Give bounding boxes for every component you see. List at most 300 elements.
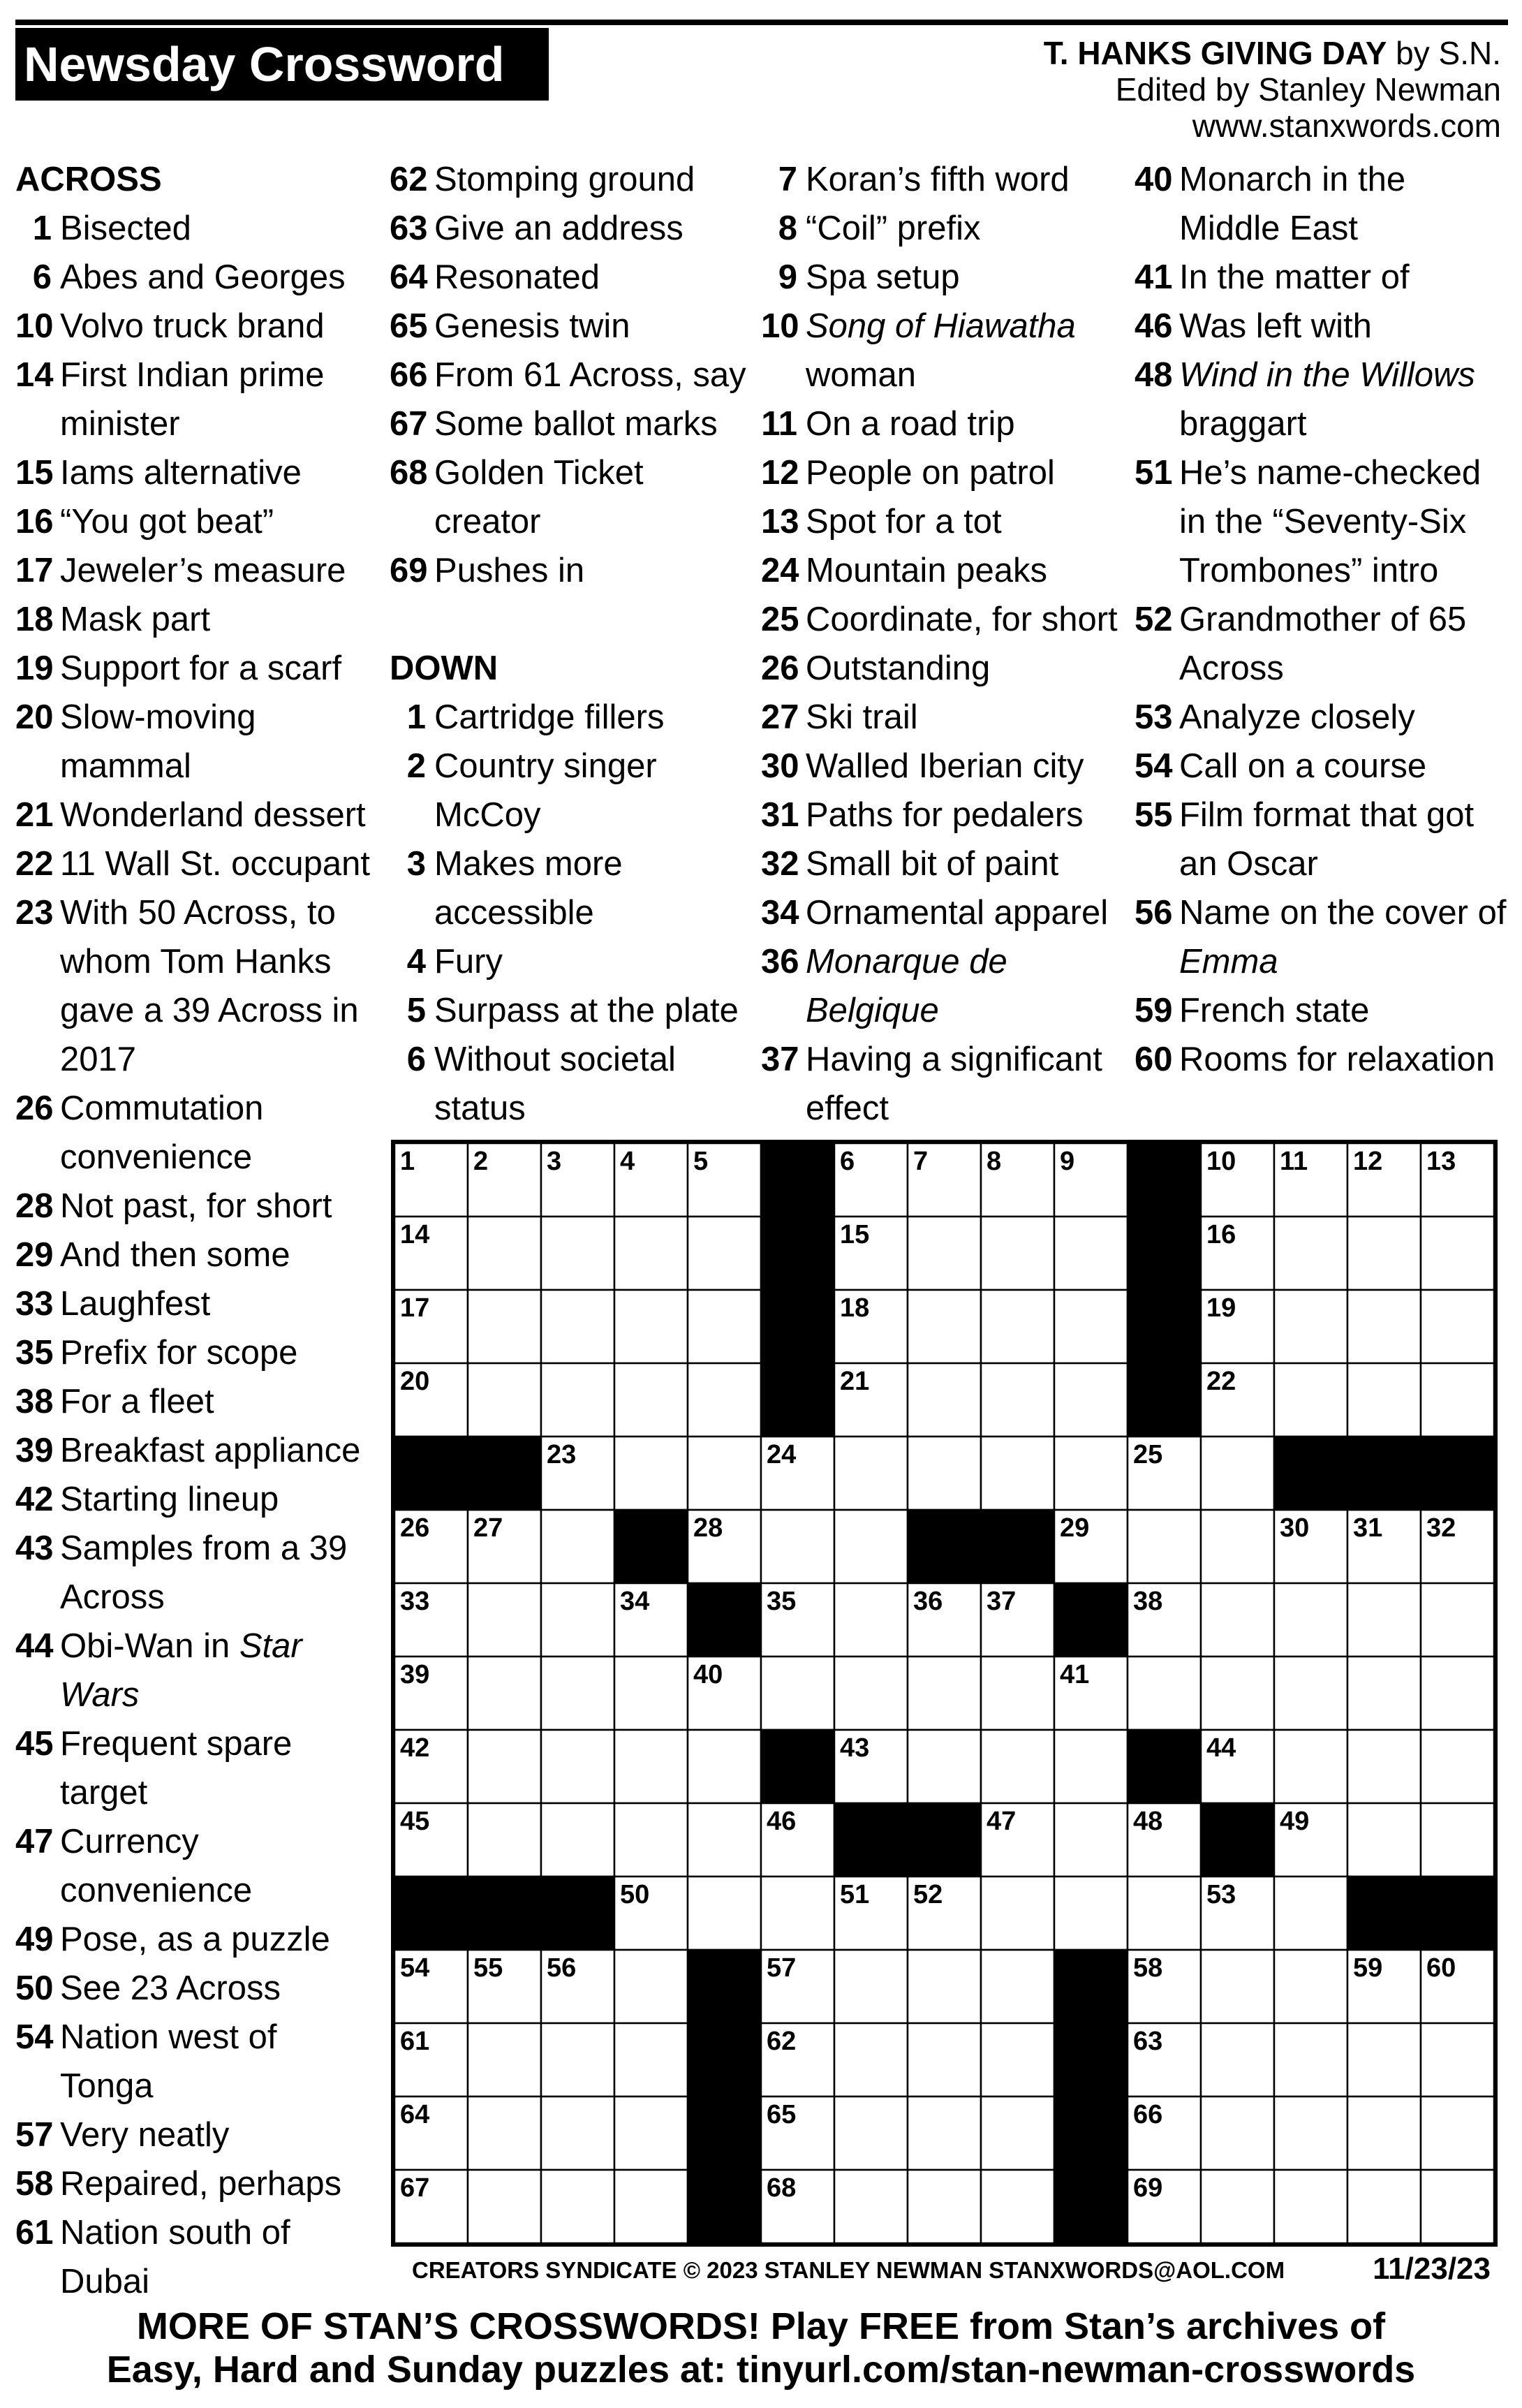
grid-cell[interactable]	[1274, 1290, 1347, 1363]
grid-cell[interactable]	[834, 2097, 908, 2170]
across-clue-58[interactable]	[15, 2159, 378, 2208]
black-square	[468, 1877, 541, 1950]
grid-cell[interactable]	[981, 1290, 1054, 1363]
grid-cell[interactable]	[1421, 1583, 1494, 1657]
clue-text: Give an address	[434, 210, 684, 247]
clue-text: Spot for a tot	[806, 503, 1002, 541]
grid-cell[interactable]	[981, 1363, 1054, 1437]
clue-number: 6	[406, 1041, 426, 1078]
newsday-crossword-logo: Newsday Crossword	[15, 28, 549, 101]
grid-cell[interactable]	[1421, 1657, 1494, 1730]
across-clue-45[interactable]	[15, 1719, 378, 1817]
down-clue-2[interactable]	[390, 742, 753, 839]
black-square	[468, 1437, 541, 1510]
grid-cell[interactable]	[1128, 1510, 1201, 1583]
down-clue-54[interactable]	[1135, 742, 1512, 791]
grid-cell[interactable]	[1054, 1877, 1128, 1950]
across-clue-67[interactable]	[390, 399, 753, 448]
grid-cell[interactable]	[1347, 2097, 1421, 2170]
cell-number: 15	[840, 1220, 870, 1249]
clue-number: 55	[1135, 796, 1173, 834]
clue-text: Genesis twin	[434, 307, 630, 345]
across-clue-26[interactable]	[15, 1084, 378, 1182]
grid-cell[interactable]	[761, 1510, 834, 1583]
clue-number: 63	[390, 210, 428, 247]
grid-cell[interactable]	[1421, 2097, 1494, 2170]
grid-cell[interactable]	[1274, 1950, 1347, 2023]
clue-number: 59	[1135, 992, 1173, 1029]
grid-cell[interactable]	[541, 1583, 614, 1657]
across-clue-62[interactable]	[390, 155, 753, 204]
grid-cell[interactable]	[614, 1730, 688, 1803]
grid-cell[interactable]	[541, 2097, 614, 2170]
down-clue-34[interactable]	[761, 888, 1135, 937]
across-clue-28[interactable]	[15, 1182, 378, 1231]
across-clue-23[interactable]	[15, 888, 378, 1084]
promo-line-2: Easy, Hard and Sunday puzzles at: tinyurl.com/stan-newman-crosswords	[106, 2349, 1416, 2391]
down-clue-27[interactable]	[761, 693, 1135, 742]
cell-number: 69	[1133, 2173, 1163, 2203]
black-square	[688, 2170, 761, 2243]
black-square	[1421, 1437, 1494, 1510]
clue-number: 61	[15, 2214, 54, 2252]
grid-cell[interactable]	[688, 1437, 761, 1510]
across-clue-33[interactable]	[15, 1279, 378, 1328]
clue-text: Some ballot marks	[434, 405, 718, 443]
grid-cell[interactable]	[614, 1437, 688, 1510]
grid-cell[interactable]	[688, 1877, 761, 1950]
cell-number: 66	[1133, 2100, 1163, 2129]
across-clue-6[interactable]	[15, 253, 378, 302]
grid-cell[interactable]	[468, 1657, 541, 1730]
cell-number: 16	[1206, 1220, 1236, 1249]
cell-number: 3	[547, 1147, 562, 1176]
grid-cell[interactable]	[1421, 1730, 1494, 1803]
clue-text: Nation south of Dubai	[60, 2214, 290, 2300]
grid-cell[interactable]	[981, 2097, 1054, 2170]
grid-cell[interactable]	[1054, 1730, 1128, 1803]
clue-text: Laughfest	[60, 1285, 211, 1323]
grid-cell[interactable]	[688, 1730, 761, 1803]
grid-cell[interactable]	[614, 2170, 688, 2243]
across-clue-50[interactable]	[15, 1964, 378, 2013]
grid-cell[interactable]	[614, 1950, 688, 2023]
black-square	[1054, 1583, 1128, 1657]
cell-number: 30	[1280, 1513, 1310, 1543]
clue-number: 67	[390, 405, 428, 443]
clue-text: Without societal status	[434, 1041, 676, 1127]
across-clue-14[interactable]	[15, 351, 378, 448]
down-clue-60[interactable]	[1135, 1035, 1512, 1084]
clue-number: 12	[761, 454, 799, 492]
grid-cell[interactable]	[908, 1657, 981, 1730]
grid-cell[interactable]	[1274, 1363, 1347, 1437]
black-square	[394, 1437, 468, 1510]
grid-cell[interactable]	[468, 1290, 541, 1363]
across-clue-20[interactable]	[15, 693, 378, 791]
down-clue-25[interactable]	[761, 595, 1135, 644]
grid-cell[interactable]	[981, 1657, 1054, 1730]
down-clue-46[interactable]	[1135, 302, 1512, 351]
promo-text	[0, 2305, 1522, 2391]
grid-cell[interactable]	[614, 2097, 688, 2170]
down-clue-3[interactable]	[390, 839, 753, 937]
promo-line-1: MORE OF STAN’S CROSSWORDS! Play FREE from Stan’s archives of	[136, 2305, 1386, 2347]
cell-number: 4	[620, 1147, 635, 1176]
grid-cell[interactable]	[1128, 1657, 1201, 1730]
across-clue-35[interactable]	[15, 1328, 378, 1377]
grid-cell[interactable]	[1347, 1730, 1421, 1803]
cell-number: 58	[1133, 1953, 1163, 1983]
black-square	[1347, 1437, 1421, 1510]
clue-text: Abes and Georges	[60, 258, 346, 296]
grid-cell[interactable]	[541, 1730, 614, 1803]
clue-number: 33	[15, 1285, 54, 1323]
grid-cell[interactable]	[981, 1877, 1054, 1950]
clue-text: Slow-moving mammal	[60, 698, 256, 785]
grid-cell[interactable]	[1201, 1437, 1274, 1510]
grid-cell[interactable]	[688, 1217, 761, 1290]
down-clue-26[interactable]	[761, 644, 1135, 693]
clue-text: In the matter of	[1179, 258, 1410, 296]
down-clue-10[interactable]	[761, 302, 1135, 399]
down-clue-59[interactable]	[1135, 986, 1512, 1035]
grid-cell[interactable]	[1201, 2170, 1274, 2243]
across-clue-19[interactable]	[15, 644, 378, 693]
grid-cell[interactable]	[614, 1217, 688, 1290]
down-clue-8[interactable]	[761, 204, 1135, 253]
grid-cell[interactable]	[1274, 1583, 1347, 1657]
grid-cell[interactable]	[981, 1437, 1054, 1510]
grid-cell[interactable]	[1054, 1363, 1128, 1437]
cell-number: 32	[1426, 1513, 1456, 1543]
grid-cell[interactable]	[834, 1657, 908, 1730]
clue-number: 60	[1135, 1041, 1173, 1078]
across-clue-47[interactable]	[15, 1817, 378, 1915]
cell-number: 38	[1133, 1587, 1163, 1616]
grid-cell[interactable]	[981, 1730, 1054, 1803]
across-clue-64[interactable]	[390, 253, 753, 302]
clue-number: 48	[1135, 356, 1173, 394]
grid-cell[interactable]	[1274, 1657, 1347, 1730]
cell-number: 34	[620, 1587, 650, 1616]
clue-number: 9	[778, 258, 797, 296]
grid-cell[interactable]	[688, 1363, 761, 1437]
grid-cell[interactable]	[1347, 2023, 1421, 2097]
clue-text: Film format that got an Oscar	[1179, 796, 1475, 883]
clue-text: Grandmother of 65 Across	[1179, 601, 1467, 687]
grid-cell[interactable]	[834, 1950, 908, 2023]
black-square	[761, 1143, 834, 1217]
down-clue-56[interactable]	[1135, 888, 1512, 986]
across-clue-44[interactable]	[15, 1622, 378, 1719]
grid-cell[interactable]	[908, 1950, 981, 2023]
grid-cell[interactable]	[761, 1657, 834, 1730]
cell-number: 45	[400, 1807, 430, 1836]
down-clue-51[interactable]	[1135, 448, 1512, 595]
across-clue-49[interactable]	[15, 1915, 378, 1964]
crossword-grid[interactable]	[391, 1140, 1498, 2247]
grid-cell[interactable]	[1054, 1217, 1128, 1290]
grid-cell[interactable]	[908, 2170, 981, 2243]
down-clue-48[interactable]	[1135, 351, 1512, 448]
clue-text: Outstanding	[806, 649, 991, 687]
clue-number: 56	[1135, 894, 1173, 932]
grid-cell[interactable]	[1274, 1217, 1347, 1290]
across-clue-16[interactable]	[15, 497, 378, 546]
clue-text: Starting lineup	[60, 1481, 279, 1518]
grid-cell[interactable]	[1421, 1803, 1494, 1877]
down-clue-13[interactable]	[761, 497, 1135, 546]
grid-cell[interactable]	[541, 2023, 614, 2097]
across-clue-54[interactable]	[15, 2013, 378, 2110]
down-clue-52[interactable]	[1135, 595, 1512, 693]
cell-number: 25	[1133, 1440, 1163, 1469]
black-square	[761, 1730, 834, 1803]
cell-number: 2	[473, 1147, 489, 1176]
across-clue-21[interactable]	[15, 791, 378, 839]
cell-number: 6	[840, 1147, 855, 1176]
grid-cell[interactable]	[1421, 2170, 1494, 2243]
grid-cell[interactable]	[614, 1803, 688, 1877]
grid-cell[interactable]	[541, 1803, 614, 1877]
grid-cell[interactable]	[468, 2023, 541, 2097]
clue-number: 66	[390, 356, 428, 394]
cell-number: 31	[1353, 1513, 1383, 1543]
grid-cell[interactable]	[614, 1657, 688, 1730]
across-clue-15[interactable]	[15, 448, 378, 497]
grid-cell[interactable]	[468, 1583, 541, 1657]
clue-text: Wonderland dessert	[60, 796, 366, 834]
grid-cell[interactable]	[908, 2097, 981, 2170]
puzzle-title-block	[1044, 35, 1501, 144]
across-clue-61[interactable]	[15, 2208, 378, 2306]
cell-number: 54	[400, 1953, 430, 1983]
clue-number: 46	[1135, 307, 1173, 345]
grid-cell[interactable]	[908, 2023, 981, 2097]
grid-cell[interactable]	[1421, 1363, 1494, 1437]
down-clue-53[interactable]	[1135, 693, 1512, 742]
down-clue-41[interactable]	[1135, 253, 1512, 302]
grid-cell[interactable]	[908, 1217, 981, 1290]
grid-cell[interactable]	[688, 1290, 761, 1363]
grid-cell[interactable]	[834, 2023, 908, 2097]
down-clue-5[interactable]	[390, 986, 753, 1035]
across-clue-43[interactable]	[15, 1524, 378, 1622]
grid-cell[interactable]	[1054, 1437, 1128, 1510]
down-clue-4[interactable]	[390, 937, 753, 986]
clue-text: Call on a course	[1179, 747, 1427, 785]
cell-number: 61	[400, 2027, 430, 2056]
clue-number: 19	[15, 649, 54, 687]
cell-number: 60	[1426, 1953, 1456, 1983]
across-clue-42[interactable]	[15, 1475, 378, 1524]
down-clue-55[interactable]	[1135, 791, 1512, 888]
grid-cell[interactable]	[908, 1363, 981, 1437]
grid-cell[interactable]	[541, 1363, 614, 1437]
grid-cell[interactable]	[468, 1803, 541, 1877]
down-clue-6[interactable]	[390, 1035, 753, 1133]
cell-number: 22	[1206, 1367, 1236, 1396]
top-rule	[15, 20, 1508, 25]
grid-cell[interactable]	[1274, 2097, 1347, 2170]
down-clue-9[interactable]	[761, 253, 1135, 302]
clue-text: Bisected	[60, 210, 191, 247]
across-clue-65[interactable]	[390, 302, 753, 351]
across-clue-39[interactable]	[15, 1426, 378, 1475]
grid-cell[interactable]	[1347, 1657, 1421, 1730]
grid-cell[interactable]	[834, 1583, 908, 1657]
grid-cell[interactable]	[1201, 2097, 1274, 2170]
grid-cell[interactable]	[1201, 1950, 1274, 2023]
across-clue-10[interactable]	[15, 302, 378, 351]
clue-number: 3	[406, 845, 426, 883]
cell-number: 43	[840, 1733, 870, 1763]
black-square	[614, 1510, 688, 1583]
clue-number: 35	[15, 1334, 54, 1372]
clue-text: Iams alternative	[60, 454, 302, 492]
grid-cell[interactable]	[834, 1510, 908, 1583]
across-clue-57[interactable]	[15, 2110, 378, 2159]
down-clue-31[interactable]	[761, 791, 1135, 839]
grid-cell[interactable]	[1421, 2023, 1494, 2097]
grid-cell[interactable]	[1347, 1583, 1421, 1657]
cell-number: 65	[767, 2100, 797, 2129]
grid-cell[interactable]	[1421, 1290, 1494, 1363]
clue-text: Resonated	[434, 258, 600, 296]
clue-number: 16	[15, 503, 54, 541]
grid-cell[interactable]	[468, 1363, 541, 1437]
clue-text: Not past, for short	[60, 1187, 332, 1225]
grid-cell[interactable]	[981, 1950, 1054, 2023]
cell-number: 64	[400, 2100, 430, 2129]
clue-number: 68	[390, 454, 428, 492]
grid-cell[interactable]	[1274, 1877, 1347, 1950]
grid-cell[interactable]	[614, 2023, 688, 2097]
grid-cell[interactable]	[1274, 2023, 1347, 2097]
clue-text: Having a significant effect	[806, 1041, 1102, 1127]
grid-cell[interactable]	[1347, 1217, 1421, 1290]
grid-cell[interactable]	[1128, 1877, 1201, 1950]
grid-cell[interactable]	[1421, 1217, 1494, 1290]
across-clue-69[interactable]	[390, 546, 753, 595]
grid-cell[interactable]	[1201, 1583, 1274, 1657]
clue-number: 53	[1135, 698, 1173, 736]
grid-cell[interactable]	[981, 2170, 1054, 2243]
grid-cell[interactable]	[1274, 2170, 1347, 2243]
cell-number: 40	[693, 1660, 723, 1689]
grid-cell[interactable]	[981, 1217, 1054, 1290]
grid-cell[interactable]	[1201, 1510, 1274, 1583]
down-clue-7[interactable]	[761, 155, 1135, 204]
grid-cell[interactable]	[468, 1217, 541, 1290]
grid-cell[interactable]	[1201, 2023, 1274, 2097]
grid-cell[interactable]	[908, 1437, 981, 1510]
clue-number: 31	[761, 796, 799, 834]
clue-number: 22	[15, 845, 54, 883]
grid-cell[interactable]	[614, 1363, 688, 1437]
down-clue-11[interactable]	[761, 399, 1135, 448]
cell-number: 42	[400, 1733, 430, 1763]
grid-cell[interactable]	[1347, 1363, 1421, 1437]
grid-cell[interactable]	[541, 1657, 614, 1730]
clue-text: For a fleet	[60, 1383, 214, 1420]
across-clue-66[interactable]	[390, 351, 753, 399]
clue-text: Nation west of Tonga	[60, 2018, 277, 2105]
across-clue-63[interactable]	[390, 204, 753, 253]
down-clue-24[interactable]	[761, 546, 1135, 595]
cell-number: 55	[473, 1953, 503, 1983]
column-gap	[390, 595, 753, 644]
grid-cell[interactable]	[468, 2170, 541, 2243]
down-clue-1[interactable]	[390, 693, 753, 742]
grid-cell[interactable]	[981, 2023, 1054, 2097]
black-square	[1054, 2170, 1128, 2243]
clue-number: 5	[406, 992, 426, 1029]
clue-number: 32	[761, 845, 799, 883]
clue-text: Currency convenience	[60, 1823, 253, 1909]
grid-cell[interactable]	[541, 1217, 614, 1290]
clue-number: 38	[15, 1383, 54, 1420]
grid-cell[interactable]	[541, 2170, 614, 2243]
grid-cell[interactable]	[614, 1290, 688, 1363]
down-clue-40[interactable]	[1135, 155, 1512, 253]
clue-number: 14	[15, 356, 54, 394]
across-clue-38[interactable]	[15, 1377, 378, 1426]
grid-cell[interactable]	[541, 1510, 614, 1583]
across-clue-18[interactable]	[15, 595, 378, 644]
down-clue-30[interactable]	[761, 742, 1135, 791]
grid-cell[interactable]	[834, 1437, 908, 1510]
across-clue-29[interactable]	[15, 1231, 378, 1279]
clue-number: 52	[1135, 601, 1173, 638]
across-clue-68[interactable]	[390, 448, 753, 546]
grid-cell[interactable]	[1201, 1657, 1274, 1730]
across-clue-17[interactable]	[15, 546, 378, 595]
down-clue-32[interactable]	[761, 839, 1135, 888]
grid-cell[interactable]	[834, 2170, 908, 2243]
grid-cell[interactable]	[1347, 1290, 1421, 1363]
grid-cell[interactable]	[908, 1730, 981, 1803]
grid-cell[interactable]	[1054, 1290, 1128, 1363]
grid-cell[interactable]	[1054, 1803, 1128, 1877]
clue-number: 49	[15, 1921, 54, 1958]
grid-cell[interactable]	[541, 1290, 614, 1363]
clue-number: 11	[761, 405, 797, 443]
across-clue-22[interactable]	[15, 839, 378, 888]
across-clue-1[interactable]	[15, 204, 378, 253]
cell-number: 17	[400, 1293, 430, 1323]
down-clue-12[interactable]	[761, 448, 1135, 497]
grid-cell[interactable]	[688, 1803, 761, 1877]
cell-number: 37	[987, 1587, 1017, 1616]
grid-cell[interactable]	[468, 2097, 541, 2170]
grid-cell[interactable]	[468, 1730, 541, 1803]
grid-cell[interactable]	[1347, 2170, 1421, 2243]
grid-cell[interactable]	[908, 1290, 981, 1363]
cell-number: 47	[987, 1807, 1017, 1836]
black-square	[761, 1290, 834, 1363]
cell-number: 52	[913, 1880, 943, 1909]
down-clue-37[interactable]	[761, 1035, 1135, 1133]
down-clue-36[interactable]	[761, 937, 1135, 1035]
grid-cell[interactable]	[1347, 1803, 1421, 1877]
cell-number: 59	[1353, 1953, 1383, 1983]
grid-cell[interactable]	[1274, 1730, 1347, 1803]
clue-number: 25	[761, 601, 799, 638]
clue-text: Pushes in	[434, 552, 585, 589]
grid-cell[interactable]	[761, 1877, 834, 1950]
